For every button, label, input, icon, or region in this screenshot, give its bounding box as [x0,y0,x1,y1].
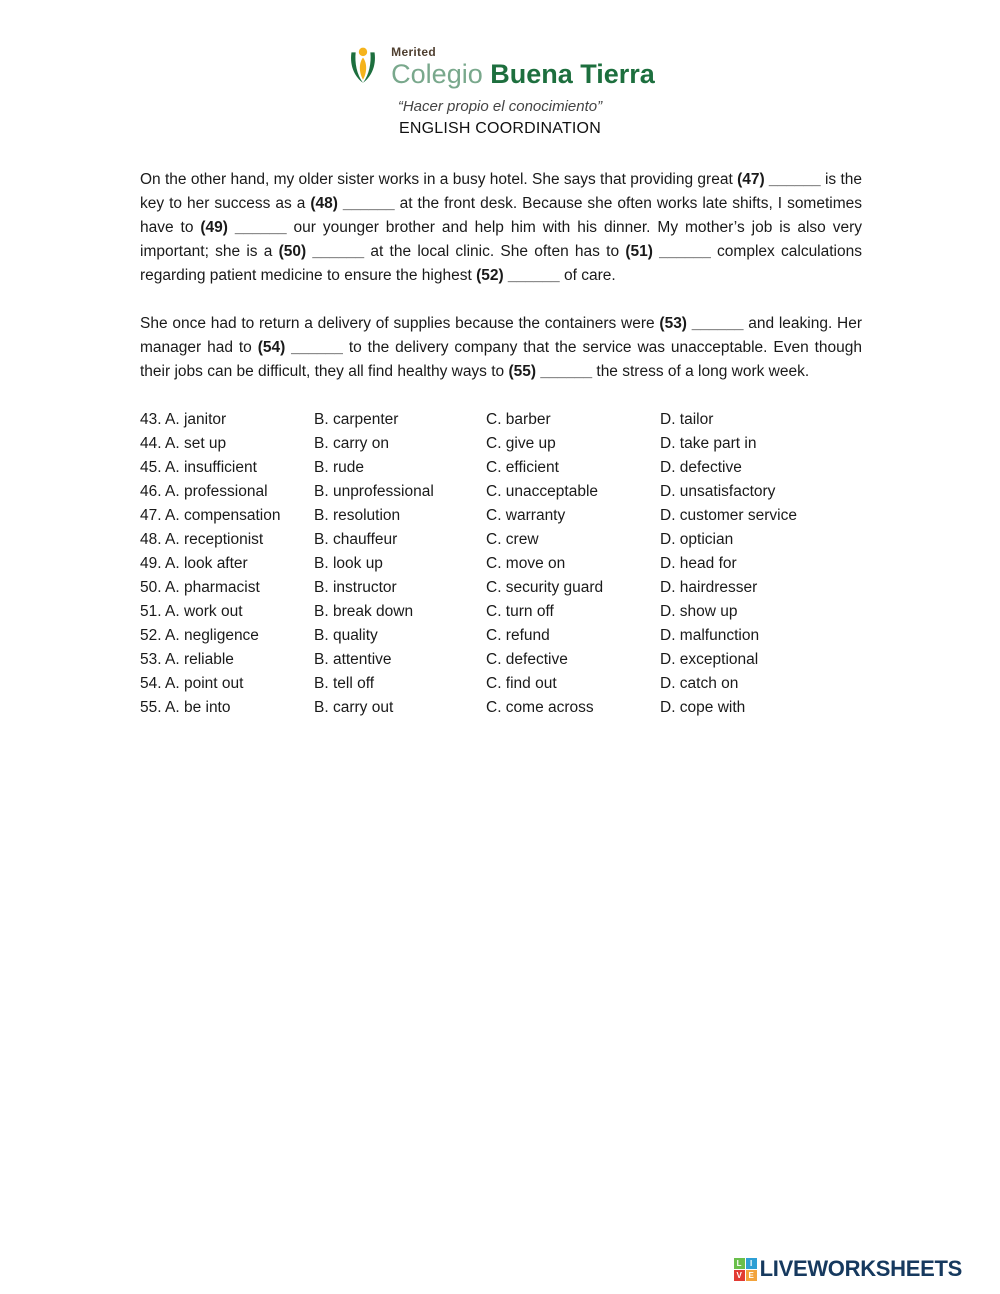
blank-marker: (55) ______ [508,363,593,380]
option-cell: C. refund [486,627,550,644]
option-cell: 53. A. reliable [140,651,234,668]
option-cell: 54. A. point out [140,675,244,692]
option-cell: C. barber [486,411,551,428]
option-cell: 47. A. compensation [140,507,281,524]
blank-marker: (52) ______ [476,267,560,284]
option-cell: D. optician [660,531,734,548]
option-cell: D. exceptional [660,651,759,668]
option-cell: C. move on [486,555,566,572]
option-cell: D. hairdresser [660,579,758,596]
paragraph [140,168,862,288]
option-cell: B. quality [314,627,378,644]
liveworksheets-icon [734,1258,757,1281]
paragraph-text: to the delivery company that the service was unacceptable. Even though their jobs can be difficult, they all find healthy ways to [140,339,863,380]
option-cell: B. carry out [314,699,394,716]
blank-marker: (53) ______ [659,315,744,332]
paragraph-text: at the front desk. Because she often works late shifts, I sometimes have to [140,195,862,236]
paragraph-text: complex calculations regarding patient medicine to ensure the highest [140,243,862,284]
paragraph-text: of care. [559,267,616,284]
logo-tile: E [746,1270,757,1281]
options-table [140,408,862,720]
option-cell: C. defective [486,651,568,668]
option-cell: C. security guard [486,579,604,596]
paragraph-text: On the other hand, my older sister works in a busy hotel. She says that providing great [140,171,738,188]
option-cell: 45. A. insufficient [140,459,257,476]
brand-small-label: Merited [391,44,436,59]
paragraph-text: our younger brother and help him with his dinner. My mother’s job is also very important; she is a [140,219,863,260]
option-cell: B. carpenter [314,411,399,428]
logo-tile: V [734,1270,745,1281]
brand-text [391,45,655,90]
option-cell: D. customer service [660,507,797,524]
option-cell: C. come across [486,699,594,716]
paragraph-text: and leaking. Her manager had to [140,315,862,356]
brand-prefix: Colegio [391,58,483,89]
option-cell: 50. A. pharmacist [140,579,260,596]
header [0,0,1000,138]
content [140,168,862,720]
paragraph-text: is the key to her success as a [140,171,863,212]
paragraph-text: She once had to return a delivery of supplies because the containers were [140,315,660,332]
option-cell: D. cope with [660,699,746,716]
option-cell: D. head for [660,555,737,572]
brand-row [0,44,1000,91]
paragraph-text: the stress of a long work week. [592,363,810,380]
paragraph-text: at the local clinic. She often has to [364,243,626,260]
liveworksheets-logo-link[interactable] [734,1256,962,1282]
option-cell: B. unprofessional [314,483,434,500]
option-cell: 55. A. be into [140,699,231,716]
option-cell: B. resolution [314,507,401,524]
option-cell: D. take part in [660,435,757,452]
option-cell: B. rude [314,459,364,476]
brand-title [391,59,655,90]
blank-marker: (50) ______ [278,243,365,260]
option-cell: D. tailor [660,411,714,428]
blank-marker: (51) ______ [625,243,711,260]
question-row [140,552,862,576]
school-logo-icon [345,44,381,91]
blank-marker: (47) ______ [737,171,821,188]
liveworksheets-wordmark: LIVEWORKSHEETS [759,1256,962,1281]
question-row [140,672,862,696]
question-row [140,576,862,600]
brand-name: Buena Tierra [490,58,655,89]
school-tagline: “Hacer propio el conocimiento” [397,98,603,115]
option-cell: 44. A. set up [140,435,227,452]
option-cell: C. crew [486,531,539,548]
option-cell: C. turn off [486,603,554,620]
option-cell: B. look up [314,555,383,572]
option-cell: C. give up [486,435,556,452]
option-cell: D. malfunction [660,627,760,644]
blank-marker: (54) ______ [257,339,343,356]
question-row [140,456,862,480]
blank-marker: (48) ______ [310,195,395,212]
option-cell: B. carry on [314,435,389,452]
option-cell: 48. A. receptionist [140,531,264,548]
blank-marker: (49) ______ [200,219,287,236]
question-row [140,648,862,672]
question-row [140,600,862,624]
option-cell: C. warranty [486,507,566,524]
option-cell: D. catch on [660,675,739,692]
question-row [140,528,862,552]
paragraph [140,312,862,384]
logo-tile: L [734,1258,745,1269]
option-cell: B. chauffeur [314,531,398,548]
option-cell: D. unsatisfactory [660,483,776,500]
logo-tile: I [746,1258,757,1269]
option-cell: C. unacceptable [486,483,599,500]
option-cell: B. break down [314,603,414,620]
question-row [140,696,862,720]
question-row [140,624,862,648]
passage [140,168,862,384]
option-cell: B. attentive [314,651,392,668]
option-cell: 43. A. janitor [140,411,227,428]
option-cell: 52. A. negligence [140,627,259,644]
question-row [140,480,862,504]
option-cell: 51. A. work out [140,603,243,620]
option-cell: 49. A. look after [140,555,248,572]
question-row [140,432,862,456]
option-cell: C. find out [486,675,557,692]
option-cell: B. instructor [314,579,397,596]
option-cell: D. show up [660,603,738,620]
page-subtitle: ENGLISH COORDINATION [399,120,601,137]
question-row [140,504,862,528]
option-cell: C. efficient [486,459,559,476]
option-cell: 46. A. professional [140,483,268,500]
question-row [140,408,862,432]
option-cell: B. tell off [314,675,375,692]
option-cell: D. defective [660,459,742,476]
